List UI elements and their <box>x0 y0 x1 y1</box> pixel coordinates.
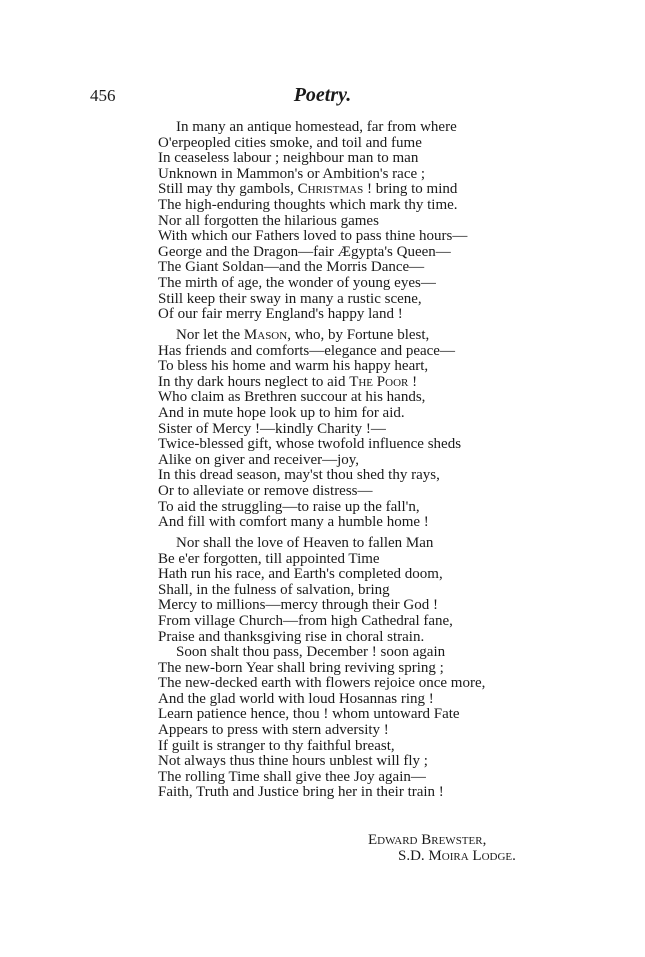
poem-line: In ceaseless labour ; neighbour man to man <box>158 150 419 167</box>
poem-line: And the glad world with loud Hosannas ring ! <box>158 690 434 707</box>
poem-line: Alike on giver and receiver—joy, <box>158 451 360 468</box>
poem-line: Appears to press with stern adversity ! <box>158 721 389 738</box>
poem-line: The high-enduring thoughts which mark thy time. <box>158 196 458 213</box>
stanza-4 <box>158 645 485 801</box>
poem-line: The new-decked earth with flowers rejoice once more, <box>158 675 486 692</box>
poem-line: O'erpeopled cities smoke, and toil and fume <box>158 134 422 151</box>
poem-line: In this dread season, may'st thou shed thy rays, <box>158 467 440 484</box>
stanza-3 <box>158 536 453 645</box>
poem-line: To bless his home and warm his happy heart, <box>158 358 429 375</box>
poem-line: Sister of Mercy !—kindly Charity !— <box>158 420 386 437</box>
poem-line: Who claim as Brethren succour at his hands, <box>158 389 426 406</box>
poem-line: And in mute hope look up to him for aid. <box>158 404 405 421</box>
running-title: Poetry. <box>293 84 352 106</box>
poem-line: Of our fair merry England's happy land ! <box>158 306 403 323</box>
poem-line: If guilt is stranger to thy faithful breast, <box>158 737 395 754</box>
poem-line: Still may thy gambols, Christmas ! bring to mind <box>158 181 458 198</box>
poem-line: The rolling Time shall give thee Joy again— <box>158 768 426 785</box>
poem-line: Nor let the Mason, who, by Fortune blest, <box>176 327 430 343</box>
poem-line: The mirth of age, the wonder of young eyes— <box>158 274 436 291</box>
poem-line: Soon shalt thou pass, December ! soon again <box>176 644 446 660</box>
signature-name: Edward Brewster, <box>368 832 487 848</box>
poem-line: The Giant Soldan—and the Morris Dance— <box>158 259 425 276</box>
poem-line: Unknown in Mammon's or Ambition's race ; <box>158 165 426 182</box>
page-number: 456 <box>90 86 116 105</box>
poem-line: With which our Fathers loved to pass thine hours— <box>158 228 468 245</box>
poem-line: To aid the struggling—to raise up the fall'n, <box>158 498 420 515</box>
poem-line: Shall, in the fulness of salvation, bring <box>158 581 390 598</box>
poem-line: In thy dark hours neglect to aid The Poor ! <box>158 373 418 390</box>
poem-line: Hath run his race, and Earth's completed doom, <box>158 566 443 583</box>
poem-line: George and the Dragon—fair Ægypta's Queen— <box>158 243 451 260</box>
signature-lodge: S.D. Moira Lodge. <box>398 848 516 864</box>
poem-line: Still keep their sway in many a rustic scene, <box>158 290 422 307</box>
poem-line: Has friends and comforts—elegance and peace— <box>158 342 455 359</box>
poem-line: Mercy to millions—mercy through their God ! <box>158 597 438 614</box>
poem-line: Be e'er forgotten, till appointed Time <box>158 550 380 567</box>
poem-line: Or to alleviate or remove distress— <box>158 482 373 499</box>
poem-line: And fill with comfort many a humble home ! <box>158 514 429 531</box>
poem-line: Twice-blessed gift, whose twofold influence sheds <box>158 436 462 453</box>
stanza-1 <box>158 120 467 323</box>
poem-line: From village Church—from high Cathedral fane, <box>158 612 453 629</box>
poem-line: The new-born Year shall bring reviving spring ; <box>158 659 444 676</box>
poem-line: Not always thus thine hours unblest will fly ; <box>158 753 428 770</box>
poem-line: Nor shall the love of Heaven to fallen Man <box>176 535 434 551</box>
poem-line: Learn patience hence, thou ! whom untoward Fate <box>158 706 460 723</box>
poem-line: In many an antique homestead, far from where <box>176 119 457 135</box>
poem-line: Faith, Truth and Justice bring her in their train ! <box>158 784 444 801</box>
poem-line: Nor all forgotten the hilarious games <box>158 212 379 229</box>
poem-line: Praise and thanksgiving rise in choral strain. <box>158 628 425 645</box>
stanza-2 <box>158 328 461 531</box>
